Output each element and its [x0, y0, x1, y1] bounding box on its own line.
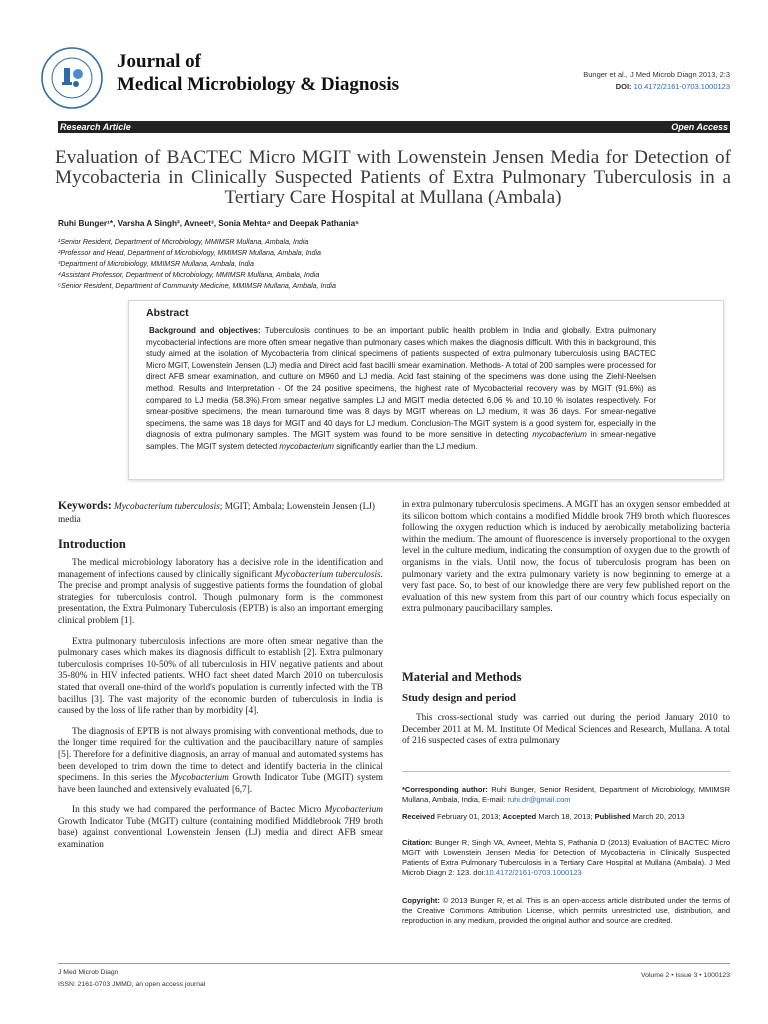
introduction-body-right	[402, 500, 730, 616]
introduction-heading: Introduction	[58, 537, 126, 551]
citation-note: Citation: Bunger R, Singh VA, Avneet, Mehta S, Pathania D (2013) Evaluation of BACTEC Micro MGIT with Lowenstein Jensen Media for Detection of Mycobacteria in Clinically Suspected Patients of Extra Pulmonary Tuberculosis in a Tertiary Care Hospital at Mullana (Ambala). J Med Microb Diagn 2: 123. doi:10.4172/2161-0703.1000123	[402, 838, 730, 877]
study-design-subheading: Study design and period	[402, 692, 517, 704]
citation-doi-link[interactable]: 10.4172/2161-0703.1000123	[485, 868, 582, 877]
affiliation-item: ²Professor and Head, Department of Microbiology, MMIMSR Mullana, Ambala, India	[58, 249, 321, 257]
footer-volume: Volume 2 • Issue 3 • 1000123	[640, 972, 730, 979]
research-article-label: Research Article	[60, 122, 131, 132]
paragraph: in extra pulmonary tuberculosis specimens. A MGIT has an oxygen sensor embedded at its silicon bottom which contains a modified Middle brook 7H9 broth which fluoresces following the oxygen reduction which is induced by aerobically metabolizing bacteria within the medium. The amount of fluorescence is inversely proportional to the oxygen level in the culture medium, indicating the consumption of oxygen due to the growth of organisms in the vials. Until now, the focus of tuberculosis program has been on pulmonary variety and the extra pulmonary variety is now beginning to emerge at a very fast pace. So, to best of our knowledge there are very few published report on the evaluation of this new system from this part of our country which focus especially on extra pulmonary paucibacillary samples.	[402, 500, 730, 615]
article-title: Evaluation of BACTEC Micro MGIT with Lowenstein Jensen Media for Detection of Mycobacteria in Clinically Suspected Patients of Extra Pulmonary Tuberculosis in a Tertiary Care Hospital at Mullana (Ambala)	[55, 147, 731, 208]
abstract-body	[146, 325, 656, 453]
paragraph: The medical microbiology laboratory has a decisive role in the identification and management of infections caused by clinically significant Mycobacterium tuberculosis. The precise and prompt analysis of suggestive patients forms the foundation of global strategies for tuberculosis control. Though pulmonary form is the commonest presentation, the Extra Pulmonary Tuberculosis (EPTB) is also an important emerging clinical problem [1].	[58, 558, 383, 626]
affiliation-item: ⁵Senior Resident, Department of Community Medicine, MMIMSR Mullana, Ambala, India	[58, 282, 336, 290]
footer-issn: ISSN: 2161-0703 JMMD, an open access journal	[58, 981, 206, 988]
author-list: Ruhi Bunger¹*, Varsha A Singh², Avneet³, Sonia Mehta⁴ and Deepak Pathania⁵	[58, 219, 360, 228]
footer-journal-abbr: J Med Microb Diagn	[58, 969, 119, 976]
methods-body	[402, 713, 730, 748]
doi-label: DOI:	[615, 82, 632, 91]
affiliation-item: ⁴Assistant Professor, Department of Microbiology, MMIMSR Mullana, Ambala, India	[58, 271, 320, 279]
abstract-text-c: significantly earlier than the LJ medium.	[333, 441, 478, 451]
dates: Received February 01, 2013; Accepted March 18, 2013; Published March 20, 2013	[402, 812, 685, 821]
abstract-text-b: in smear-negative samples. The MGIT system detected	[146, 430, 657, 451]
keywords-rest: ; MGIT; Ambala; Lowenstein Jensen (LJ) media	[58, 502, 375, 525]
paragraph: This cross-sectional study was carried out during the period January 2010 to December 2011 at M. M. Institute Of Medical Sciences and Research, Mullana. A total of 216 suspected cases of extra pulmonary	[402, 713, 730, 747]
abstract-heading: Abstract	[146, 307, 189, 319]
doi-link[interactable]: 10.4172/2161-0703.1000123	[633, 82, 730, 91]
citation-block	[583, 69, 730, 93]
keywords-label: Keywords:	[58, 500, 112, 512]
journal-title-line2: Medical Microbiology & Diagnosis	[117, 74, 399, 95]
footer-left	[58, 967, 205, 991]
abstract-italic: mycobacterium	[279, 441, 334, 451]
paragraph: Extra pulmonary tuberculosis infections are more often smear negative than the pulmonary cases which makes its diagnosis difficult to establish [2]. Extra pulmonary tuberculosis comprises 10-50% of all tuberculosis in HIV negative patients and about 35-80% in HIV infected patients. WHO fact sheet dated March 2010 on tuberculosis stated that overall one-third of the world's population is currently infected with the TB bacillus [3]. The vast majority of the economic burden of tuberculosis in India is caused by the loss of life rather than by morbidity [4].	[58, 636, 383, 717]
journal-logo	[40, 46, 104, 110]
abstract-bg-label: Background and objectives:	[149, 326, 261, 335]
methods-heading: Material and Methods	[402, 670, 522, 684]
keywords	[58, 500, 383, 527]
copyright-note: Copyright: © 2013 Bunger R, et al. This is an open-access article distributed under the terms of the Creative Commons Attribution License, which permits unrestricted use, distribution, and reproduction in any medium, provided the original author and source are credited.	[402, 896, 730, 925]
abstract-italic: mycobacterium	[532, 430, 587, 440]
article-type-banner	[58, 121, 730, 133]
journal-title	[117, 50, 399, 96]
citation: Bunger et al., J Med Microb Diagn 2013, 2:3	[583, 70, 730, 79]
abstract-text-a: Tuberculosis continues to be an important public health problem in India and globally. Extra pulmonary mycobacterial infections are more often smear negative than pulmonary cases which makes the diagnosis difficult. With this in background, this study aimed at the isolation of Mycobacteria from clinical specimens of patients suspected of extra pulmonary tuberculosis using BACTEC Micro MGIT, Lowenstein Jensen (LJ) media and Direct acid fast bacilli smear examination. Methods- A total of 200 samples were processed for direct AFB smear examination, and culture on M960 and LJ media. Acid fast staining of the specimens was done using the Ziehl-Neelsen method. Results and Interpretation - Of the 24 positive specimens, the highest rate of Mycobacterial recovery was by MGIT (91.6%) as compared to LJ media (58.3%).From smear negative samples LJ and MGIT media detected 6.06 % and 10.10 % isolates respectively. For smear-positive specimens, the mean turnaround time was 8 days by MGIT whereas on LJ medium, it was 36 days. For smear-negative specimens, the same was 18 days for MGIT and 40 days for LJ medium. Conclusion-The MGIT system is a good system for, especially in the diagnosis of extra pulmonary samples. The MGIT system was found to be more sensitive in detecting	[146, 326, 656, 440]
introduction-body-left	[58, 558, 383, 852]
open-access-label: Open Access	[671, 122, 728, 132]
journal-title-line1: Journal of	[117, 51, 201, 72]
corresponding-author: *Corresponding author: Ruhi Bunger, Senior Resident, Department of Microbiology, MMIMSR Mullana, Ambala, India, E-mail: ruhi.dr@gmail.com	[402, 785, 730, 804]
keywords-italic: Mycobacterium tuberculosis	[114, 502, 220, 512]
affiliations	[58, 237, 336, 292]
affiliation-item: ³Department of Microbiology, MMIMSR Mullana, Ambala, India	[58, 260, 254, 268]
paragraph: In this study we had compared the performance of Bactec Micro Mycobacterium Growth Indicator Tube (MGIT) culture (containing modified Middlebrook 7H9 broth base) against conventional Lowenstein Jensen (LJ) media and direct AFB smear examination	[58, 805, 383, 851]
affiliation-item: ¹Senior Resident, Department of Microbiology, MMIMSR Mullana, Ambala, India	[58, 238, 309, 246]
author-email-link[interactable]: ruhi.dr@gmail.com	[507, 795, 571, 804]
paragraph: The diagnosis of EPTB is not always promising with conventional methods, due to the longer time required for the cultivation and the paucibacillary nature of samples [5]. Therefore for a definitive diagnosis, an array of manual and automated systems has been developed to trim down the time to detect and identify bacteria in the clinical specimens. In this series the Mycobacterium Growth Indicator Tube (MGIT) system have been launched and extensively evaluated [6,7].	[58, 726, 383, 795]
footer-divider	[58, 963, 730, 964]
footnote-divider	[402, 771, 730, 772]
